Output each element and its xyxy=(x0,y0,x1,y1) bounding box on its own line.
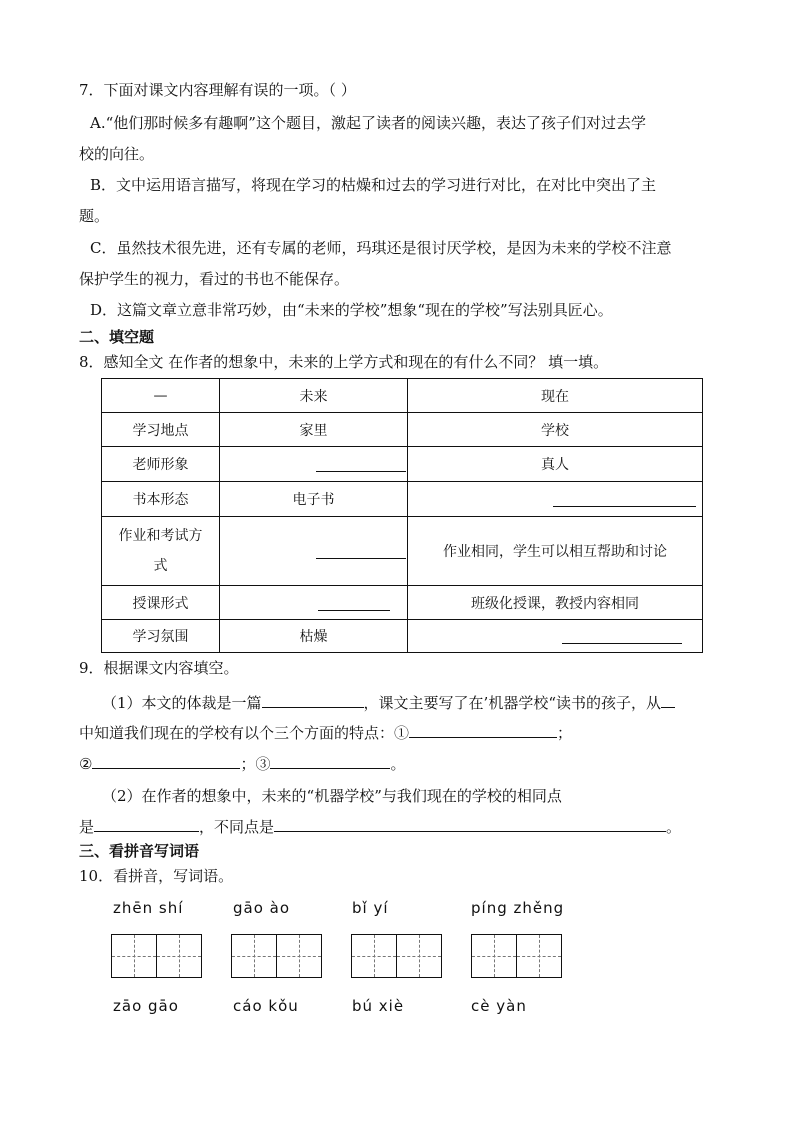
q7-option-b[interactable]: B．文中运用语言描写，将现在学习的枯燥和过去的学习进行对比，在对比中突出了主 xyxy=(90,176,657,194)
table-header-now: 现在 xyxy=(408,379,703,413)
table-row xyxy=(102,586,703,620)
row-label-line1: 作业和考试方 xyxy=(118,528,203,544)
row-label-line2: 式 xyxy=(153,558,168,574)
writing-box[interactable] xyxy=(396,934,442,978)
answer-blank[interactable] xyxy=(316,544,406,559)
q9-part1-line3 xyxy=(79,753,405,774)
cell-now-blank[interactable] xyxy=(408,620,703,653)
answer-blank[interactable] xyxy=(262,692,364,708)
answer-blank[interactable] xyxy=(661,692,675,708)
pinyin-label: gāo ào xyxy=(233,899,291,917)
table-row xyxy=(102,447,703,482)
cell-future-blank[interactable] xyxy=(220,447,408,482)
q9-stem: 9．根据课文内容填空。 xyxy=(79,659,239,677)
q10-stem: 10．看拼音，写词语。 xyxy=(79,867,234,885)
row-label: 老师形象 xyxy=(102,447,220,482)
row-label: 学习氛围 xyxy=(102,620,220,653)
table-header-future: 未来 xyxy=(220,379,408,413)
q7-option-b-cont: 题。 xyxy=(79,207,110,225)
table-row xyxy=(102,482,703,517)
writing-box[interactable] xyxy=(351,934,397,978)
q9-text: 中知道我们现在的学校有以个三个方面的特点：① xyxy=(79,724,410,742)
q9-part1-line1 xyxy=(102,692,675,713)
writing-box[interactable] xyxy=(231,934,277,978)
row-label: 授课形式 xyxy=(102,586,220,620)
q9-text: ，课文主要写了在’机器学校“读书的孩子，从 xyxy=(363,694,661,712)
q9-text: ② xyxy=(79,755,93,773)
comparison-table xyxy=(101,378,703,653)
pinyin-label: cáo kǒu xyxy=(233,997,299,1015)
pinyin-label: cè yàn xyxy=(471,997,527,1015)
q9-text: 。 xyxy=(390,755,406,773)
writing-box[interactable] xyxy=(471,934,517,978)
answer-blank[interactable] xyxy=(318,596,390,611)
writing-box[interactable] xyxy=(276,934,322,978)
answer-blank[interactable] xyxy=(274,816,666,832)
q9-text: ，不同点是 xyxy=(199,818,275,836)
cell-now: 学校 xyxy=(408,413,703,447)
cell-now: 作业相同，学生可以相互帮助和讨论 xyxy=(408,517,703,586)
writing-box[interactable] xyxy=(516,934,562,978)
cell-future: 家里 xyxy=(220,413,408,447)
answer-blank[interactable] xyxy=(562,629,682,644)
q7-option-c[interactable]: C．虽然技术很先进，还有专属的老师，玛琪还是很讨厌学校，是因为未来的学校不注意 xyxy=(90,239,672,257)
answer-blank[interactable] xyxy=(94,816,199,832)
writing-grid-4[interactable] xyxy=(471,934,562,978)
cell-future: 枯燥 xyxy=(220,620,408,653)
q9-part1-line2 xyxy=(79,722,572,743)
writing-box[interactable] xyxy=(111,934,157,978)
q7-option-a[interactable]: A.“他们那时候多有趣啊”这个题目，激起了读者的阅读兴趣，表达了孩子们对过去学 xyxy=(90,114,646,132)
answer-blank[interactable] xyxy=(553,492,696,507)
cell-future: 电子书 xyxy=(220,482,408,517)
section-heading-pinyin: 三、看拼音写词语 xyxy=(79,842,200,860)
answer-blank[interactable] xyxy=(316,457,406,472)
q9-text: ；③ xyxy=(240,755,271,773)
q7-option-c-cont: 保护学生的视力，看过的书也不能保存。 xyxy=(79,270,350,288)
cell-future-blank[interactable] xyxy=(220,517,408,586)
row-label: 书本形态 xyxy=(102,482,220,517)
pinyin-label: bú xiè xyxy=(352,997,405,1015)
q7-stem: 7．下面对课文内容理解有误的一项。（ ） xyxy=(79,81,356,99)
pinyin-label: bǐ yí xyxy=(352,899,389,917)
table-row xyxy=(102,620,703,653)
q7-option-d[interactable]: D．这篇文章立意非常巧妙，由“未来的学校”想象“现在的学校”写法别具匠心。 xyxy=(90,301,613,319)
writing-grid-1[interactable] xyxy=(111,934,202,978)
section-heading-fill-blank: 二、填空题 xyxy=(79,328,155,346)
pinyin-label: zhēn shí xyxy=(113,899,184,917)
q9-text: ； xyxy=(557,724,573,742)
answer-blank[interactable] xyxy=(270,753,390,769)
answer-blank[interactable] xyxy=(92,753,240,769)
writing-box[interactable] xyxy=(156,934,202,978)
q9-part2-line2 xyxy=(79,816,681,837)
q7-option-a-cont: 校的向往。 xyxy=(79,145,155,163)
row-label xyxy=(102,517,220,586)
q9-text: 是 xyxy=(79,818,95,836)
table-header-corner: — xyxy=(102,379,220,413)
q9-part2-line1: （2）在作者的想象中，未来的“机器学校”与我们现在的学校的相同点 xyxy=(102,787,562,805)
writing-grid-2[interactable] xyxy=(231,934,322,978)
cell-future-blank[interactable] xyxy=(220,586,408,620)
table-row xyxy=(102,517,703,586)
writing-grid-3[interactable] xyxy=(351,934,442,978)
cell-now: 真人 xyxy=(408,447,703,482)
q9-text: 。 xyxy=(666,818,682,836)
q8-stem: 8．感知全文 在作者的想象中，未来的上学方式和现在的有什么不同？ 填一填。 xyxy=(79,353,609,371)
row-label: 学习地点 xyxy=(102,413,220,447)
table-row xyxy=(102,413,703,447)
q9-text: （1）本文的体裁是一篇 xyxy=(102,694,262,712)
pinyin-label: zāo gāo xyxy=(113,997,179,1015)
cell-now-blank[interactable] xyxy=(408,482,703,517)
pinyin-label: píng zhěng xyxy=(471,899,565,917)
cell-now: 班级化授课，教授内容相同 xyxy=(408,586,703,620)
answer-blank[interactable] xyxy=(409,722,557,738)
